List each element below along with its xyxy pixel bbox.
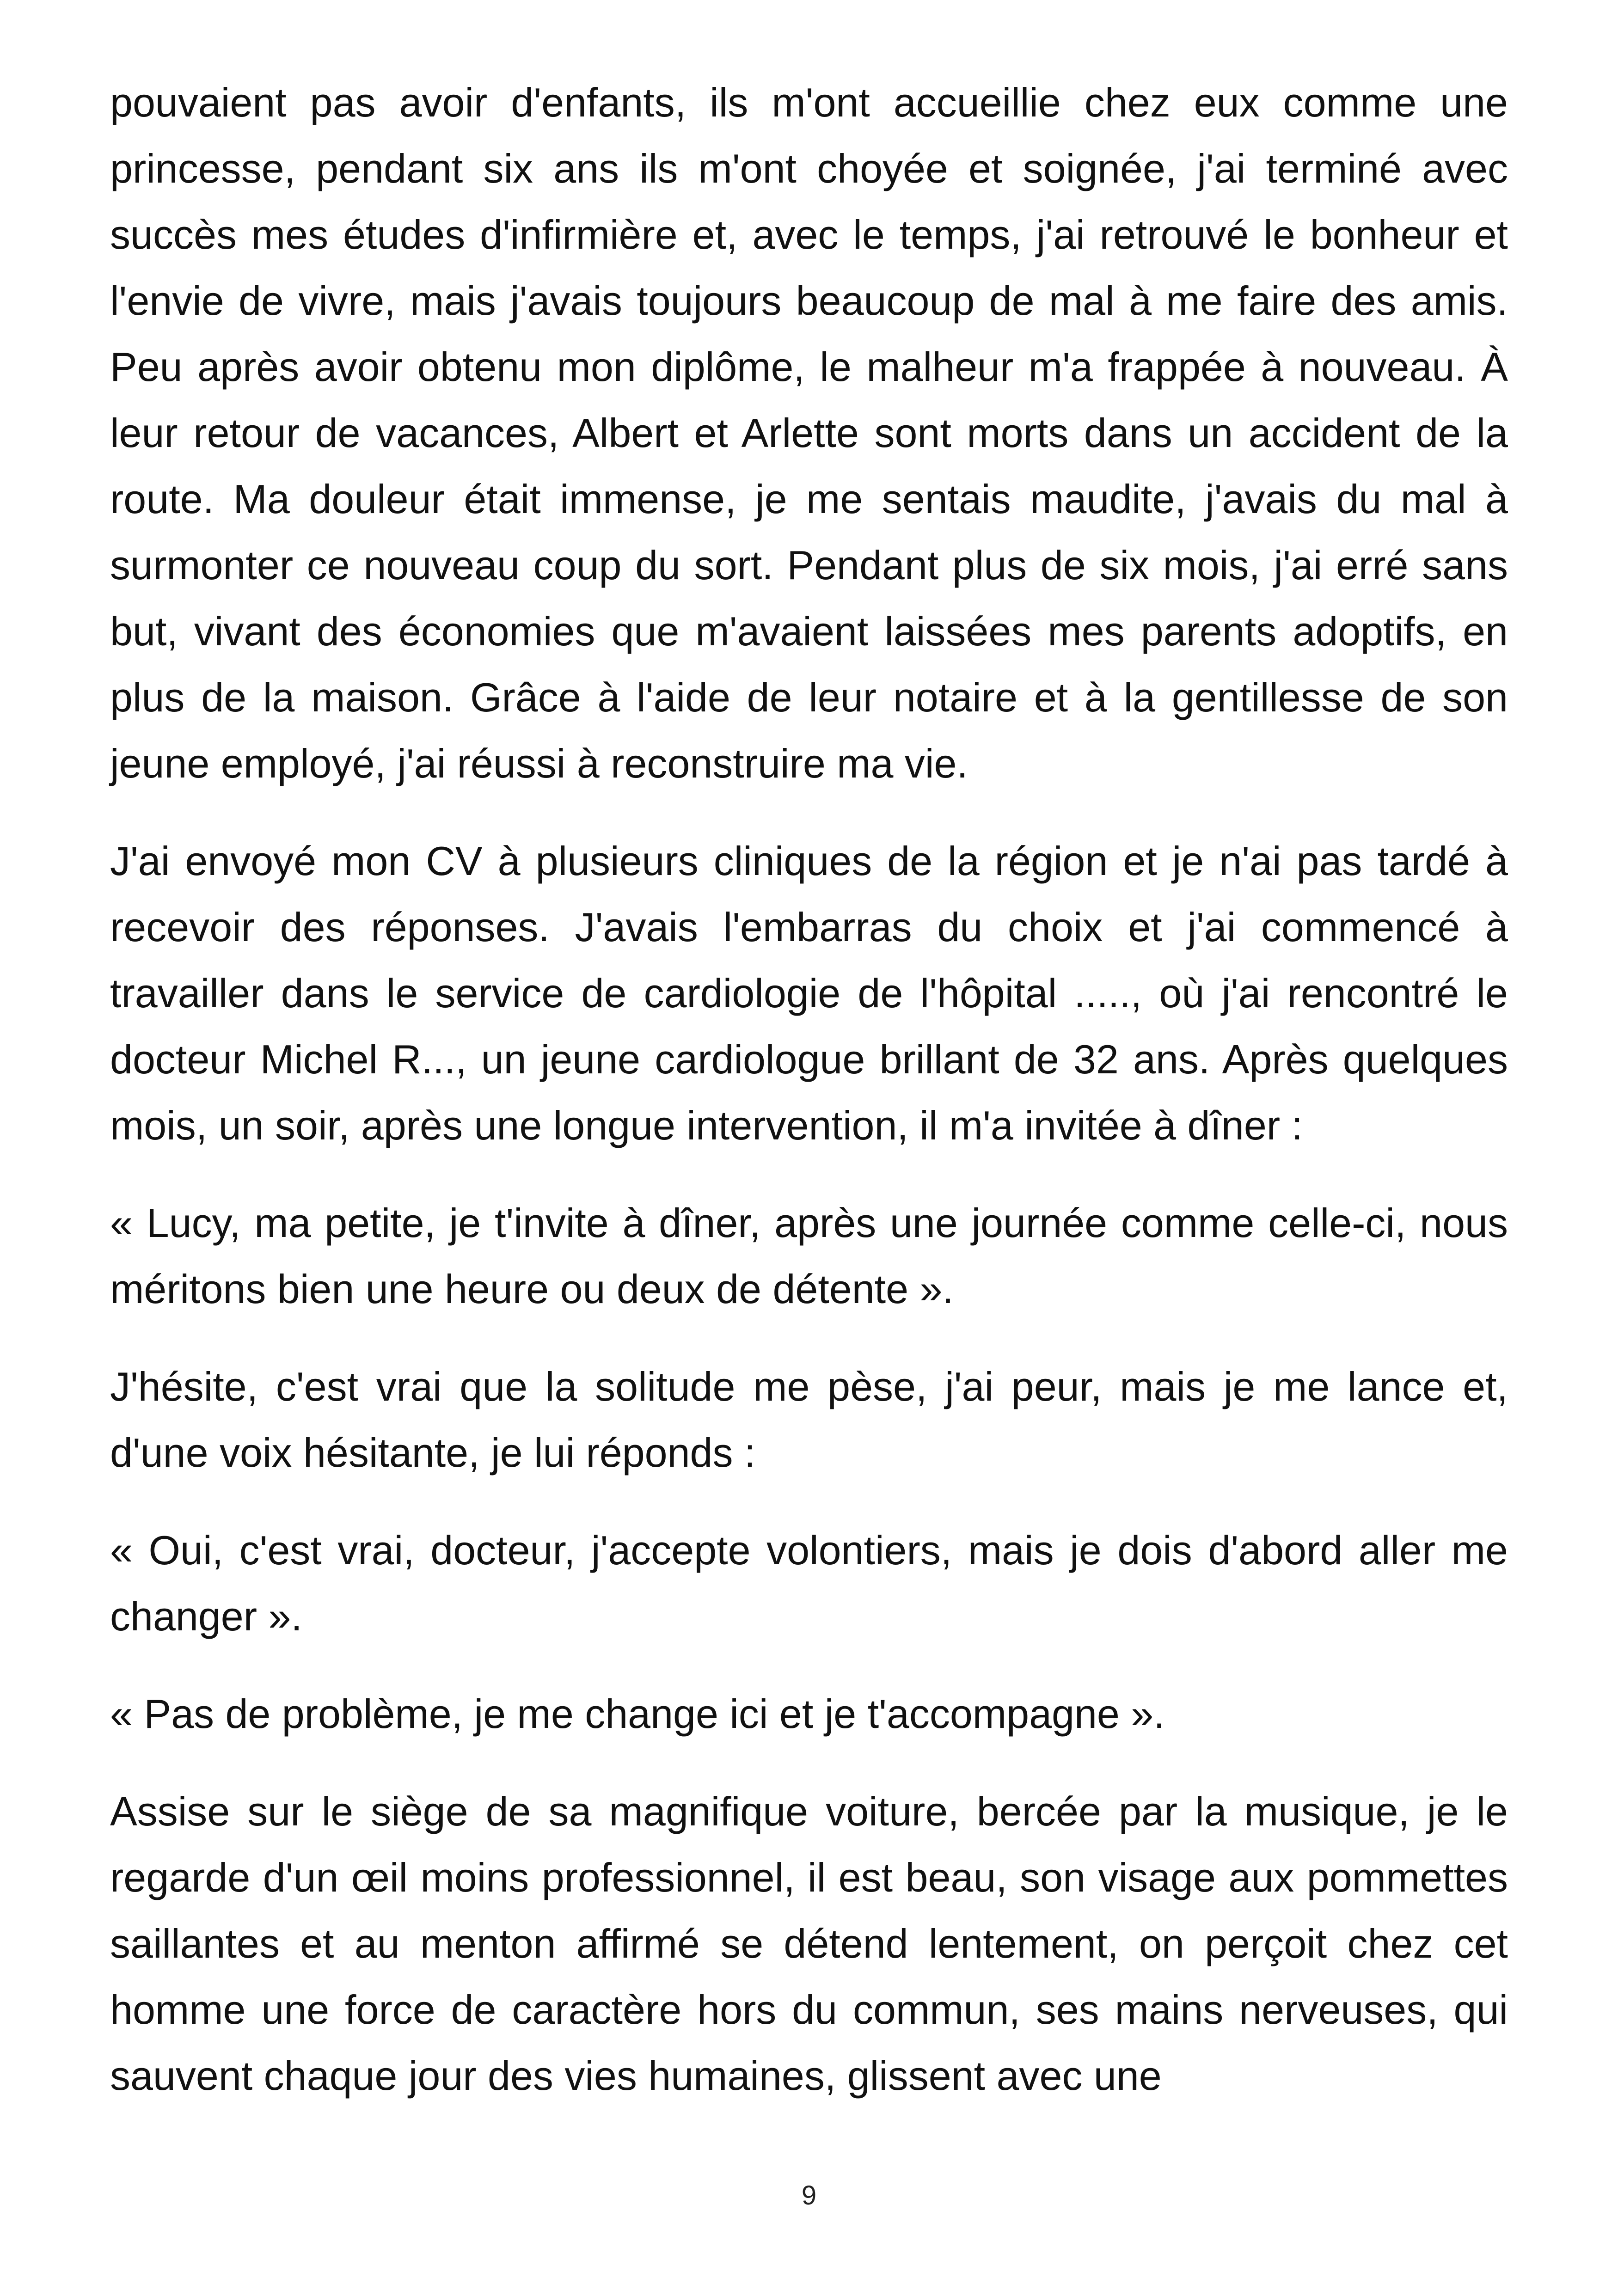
paragraph-2: J'ai envoyé mon CV à plusieurs cliniques de la région et je n'ai pas tardé à recevoir des réponses. J'avais l'embarras du choix et j'ai commencé à travailler dans le service de cardiologie de l'hôpital ....., où j'ai rencontré le docteur Michel R..., un jeune cardiologue brillant de 32 ans. Après quelques mois, un soir, après une longue intervention, il m'a invitée à dîner : (110, 838, 1508, 1148)
paragraph-1: pouvaient pas avoir d'enfants, ils m'ont accueillie chez eux comme une princesse, pendant six ans ils m'ont choyée et soignée, j'ai terminé avec succès mes études d'infirmière et, avec le temps, j'ai retrouvé le bonheur et l'envie de vivre, mais j'avais toujours beaucoup de mal à me faire des amis. Peu après avoir obtenu mon diplôme, le malheur m'a frappée à nouveau. À leur retour de vacances, Albert et Arlette sont morts dans un accident de la route. Ma douleur était immense, je me sentais maudite, j'avais du mal à surmonter ce nouveau coup du sort. Pendant plus de six mois, j'ai erré sans but, vivant des économies que m'avaient laissées mes parents adoptifs, en plus de la maison. Grâce à l'aide de leur notaire et à la gentillesse de son jeune employé, j'ai réussi à reconstruire ma vie. (110, 80, 1508, 786)
paragraph-3: « Lucy, ma petite, je t'invite à dîner, après une journée comme celle-ci, nous méritons bien une heure ou deux de détente ». (110, 1200, 1508, 1312)
paragraph-4: J'hésite, c'est vrai que la solitude me pèse, j'ai peur, mais je me lance et, d'une voix hésitante, je lui réponds : (110, 1364, 1508, 1476)
paragraph-6: « Pas de problème, je me change ici et je t'accompagne ». (110, 1691, 1165, 1737)
page-number: 9 (801, 2180, 817, 2210)
paragraph-5: « Oui, c'est vrai, docteur, j'accepte volontiers, mais je dois d'abord aller me changer ». (110, 1527, 1508, 1639)
paragraph-7: Assise sur le siège de sa magnifique voiture, bercée par la musique, je le regarde d'un œil moins professionnel, il est beau, son visage aux pommettes saillantes et au menton affirmé se détend lentement, on perçoit chez cet homme une force de caractère hors du commun, ses mains nerveuses, qui sauvent chaque jour des vies humaines, glissent avec une (110, 1788, 1508, 2099)
document-page (110, 69, 1508, 2219)
